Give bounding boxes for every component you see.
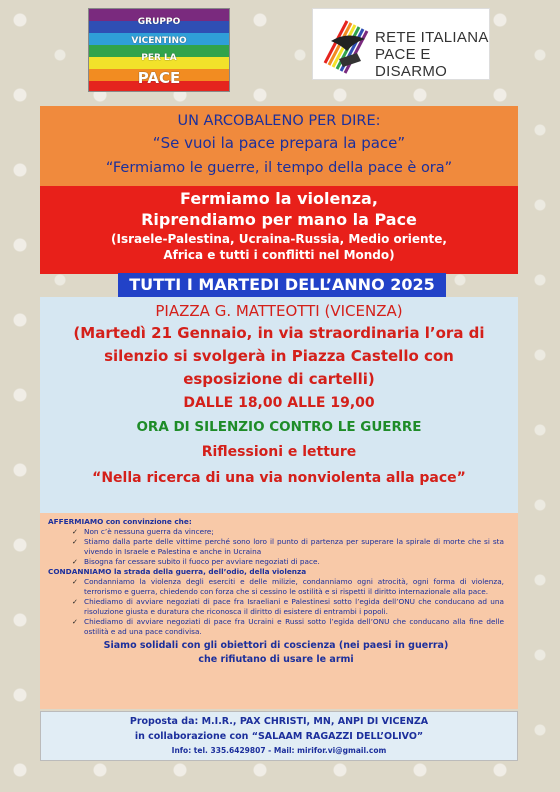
header-line-1: UN ARCOBALENO PER DIRE: [177,113,381,129]
affirm-item: ✓ Bisogna far cessare subito il fuoco per avviare negoziati di pace. [84,557,504,567]
event-note-1: (Martedì 21 Gennaio, in via straordinaria l’ora di [73,324,485,342]
solidarity-line-2: che rifiutano di usare le armi [198,654,354,665]
header-band [40,106,518,186]
dove-rainbow-icon [317,11,377,81]
event-note-3: esposizione di cartelli) [183,370,375,388]
affirm-item: ✓ Stiamo dalla parte delle vittime perché sono loro il punto di partenza per superare la spirale di morte che si sta vivendo in Israele e Palestina e anche in Ucraina [84,537,504,557]
condemn-list [48,577,504,637]
event-place: PIAZZA G. MATTEOTTI (VICENZA) [155,302,403,320]
red-line-2: Riprendiamo per mano la Pace [141,210,417,229]
red-line-1: Fermiamo la violenza, [180,189,378,208]
condemn-heading: CONDANNIAMO la strada della guerra, dell’odio, della violenza [48,567,307,576]
declaration-block [40,513,518,709]
affirm-list [48,527,504,567]
event-note-2: silenzio si svolgerà in Piazza Castello con [104,347,454,365]
solidarity-line-1: Siamo solidali con gli obiettori di coscienza (nei paesi in guerra) [103,640,449,651]
date-banner: TUTTI I MARTEDI DELL’ANNO 2025 [118,273,446,297]
red-line-3: (Israele-Palestina, Ucraina-Russia, Medio oriente, [111,232,447,246]
footer-block [40,711,518,761]
affirm-heading: AFFERMIAMO con convinzione che: [48,517,192,526]
footer-line-1: Proposta da: M.I.R., PAX CHRISTI, MN, ANPI DI VICENZA [129,716,429,727]
condemn-item: ✓ Chiediamo di avviare negoziati di pace fra Ucraini e Russi sotto l’egida dell’ONU che conducano alla fine delle ostilità e ad una pace condivisa. [84,617,504,637]
red-line-4: Africa e tutti i conflitti nel Mondo) [163,248,395,262]
logo-line-3: PER LA [141,53,177,63]
condemn-item: ✓ Chiediamo di avviare negoziati di pace fra Israeliani e Palestinesi sotto l’egida dell’ONU che conducano ad una risoluzione giusta e duratura che riconosca il diritto di esistere di entrambi i popoli. [84,597,504,617]
event-silence: ORA DI SILENZIO CONTRO LE GUERRE [136,419,422,435]
gruppo-vicentino-logo [88,8,230,92]
event-time: DALLE 18,00 ALLE 19,00 [183,395,375,411]
logo-line-2: VICENTINO [131,36,187,46]
event-block [40,297,518,513]
event-quote: “Nella ricerca di una via nonviolenta alla pace” [92,470,466,486]
logo-line-1: GRUPPO [137,17,181,27]
header-line-2: “Se vuoi la pace prepara la pace” [152,134,406,152]
footer-line-2: in collaborazione con “SALAAM RAGAZZI DELL’OLIVO” [134,731,424,742]
logo-line-4: PACE [137,69,181,87]
rete-pace-disarmo-logo [312,8,490,80]
logo-right-line-1: RETE ITALIANA [375,29,489,46]
footer-info: Info: tel. 335.6429807 - Mail: mirifor.vi@gmail.com [171,746,387,755]
header-line-3: “Fermiamo le guerre, il tempo della pace è ora” [105,160,453,176]
event-reflections: Riflessioni e letture [201,444,357,460]
affirm-item: ✓ Non c’è nessuna guerra da vincere; [84,527,504,537]
violence-band [40,186,518,274]
condemn-item: ✓ Condanniamo la violenza degli eserciti e delle milizie, condanniamo ogni atrocità, ogni forma di violenza, terrorismo e guerra, chiedendo con forza che si cessino le ostilità e si rispetti il diritto internazionale alla pace. [84,577,504,597]
logo-right-line-2: PACE E DISARMO [375,46,448,80]
